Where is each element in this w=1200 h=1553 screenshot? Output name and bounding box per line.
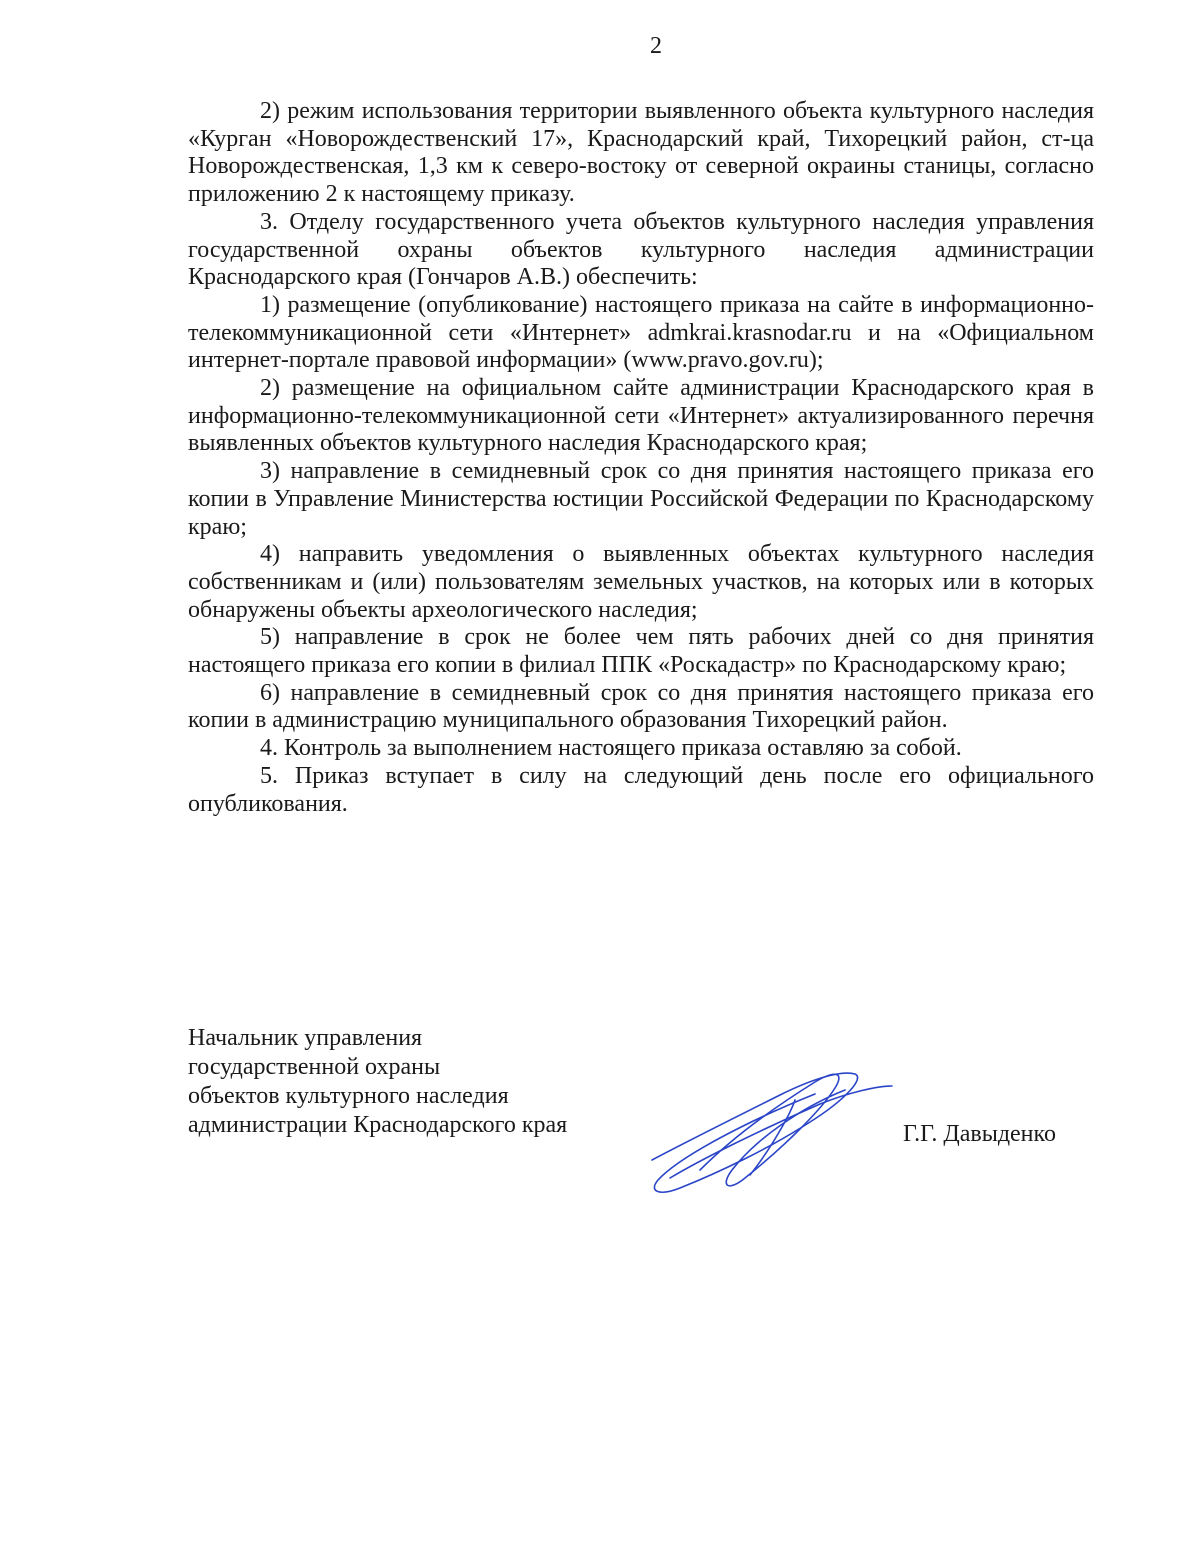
paragraph-clause-3-item-1: 1) размещение (опубликование) настоящего приказа на сайте в информационно-телекоммуникационной сети «Интернет» admkrai.krasnodar.ru и на «Официальном интернет-портале правовой информации» (www.pravo.gov.ru);	[188, 291, 1094, 374]
paragraph-clause-3-item-3: 3) направление в семидневный срок со дня принятия настоящего приказа его копии в Управление Министерства юстиции Российской Федерации по Краснодарскому краю;	[188, 458, 1094, 540]
document-body	[188, 98, 1094, 818]
signatory-name: Г.Г. Давыденко	[903, 1121, 1056, 1147]
signatory-title-line: Начальник управления	[188, 1025, 423, 1051]
paragraph-clause-3-item-6: 6) направление в семидневный срок со дня принятия настоящего приказа его копии в администрацию муниципального образования Тихорецкий район.	[188, 679, 1094, 734]
paragraph-clause-3-item-4: 4) направить уведомления о выявленных объектах культурного наследия собственникам и (или) пользователям земельных участков, на которых или в которых обнаружены объекты археологического наследия;	[188, 541, 1094, 623]
paragraph-clause-5: 5. Приказ вступает в силу на следующий день после его официального опубликования.	[188, 762, 1094, 817]
paragraph-clause-3: 3. Отделу государственного учета объектов культурного наследия управления государственной охраны объектов культурного наследия администрации Краснодарского края (Гончаров А.В.) обеспечить:	[188, 208, 1094, 291]
signatory-title	[188, 1024, 567, 1140]
signatory-title-line: объектов культурного наследия	[188, 1083, 509, 1109]
page-number: 2	[650, 33, 662, 59]
signatory-title-line: администрации Краснодарского края	[188, 1112, 568, 1138]
signatory-title-line: государственной охраны	[188, 1054, 441, 1080]
paragraph-clause-3-item-2: 2) размещение на официальном сайте администрации Краснодарского края в информационно-телекоммуникационной сети «Интернет» актуализированного перечня выявленных объектов культурного наследия Краснодарского края;	[188, 375, 1094, 457]
paragraph-clause-4: 4. Контроль за выполнением настоящего приказа оставляю за собой.	[260, 735, 962, 762]
paragraph-clause-3-item-5: 5) направление в срок не более чем пять рабочих дней со дня принятия настоящего приказа его копии в филиал ППК «Роскадастр» по Краснодарскому краю;	[188, 624, 1094, 679]
paragraph-regime-item-2: 2) режим использования территории выявленного объекта культурного наследия «Курган «Новорождественский 17», Краснодарский край, Тихорецкий район, ст-ца Новорождественская, 1,3 км к северо-востоку от северной окраины станицы, согласно приложению 2 к настоящему приказу.	[188, 98, 1094, 208]
handwritten-signature	[640, 1060, 900, 1200]
